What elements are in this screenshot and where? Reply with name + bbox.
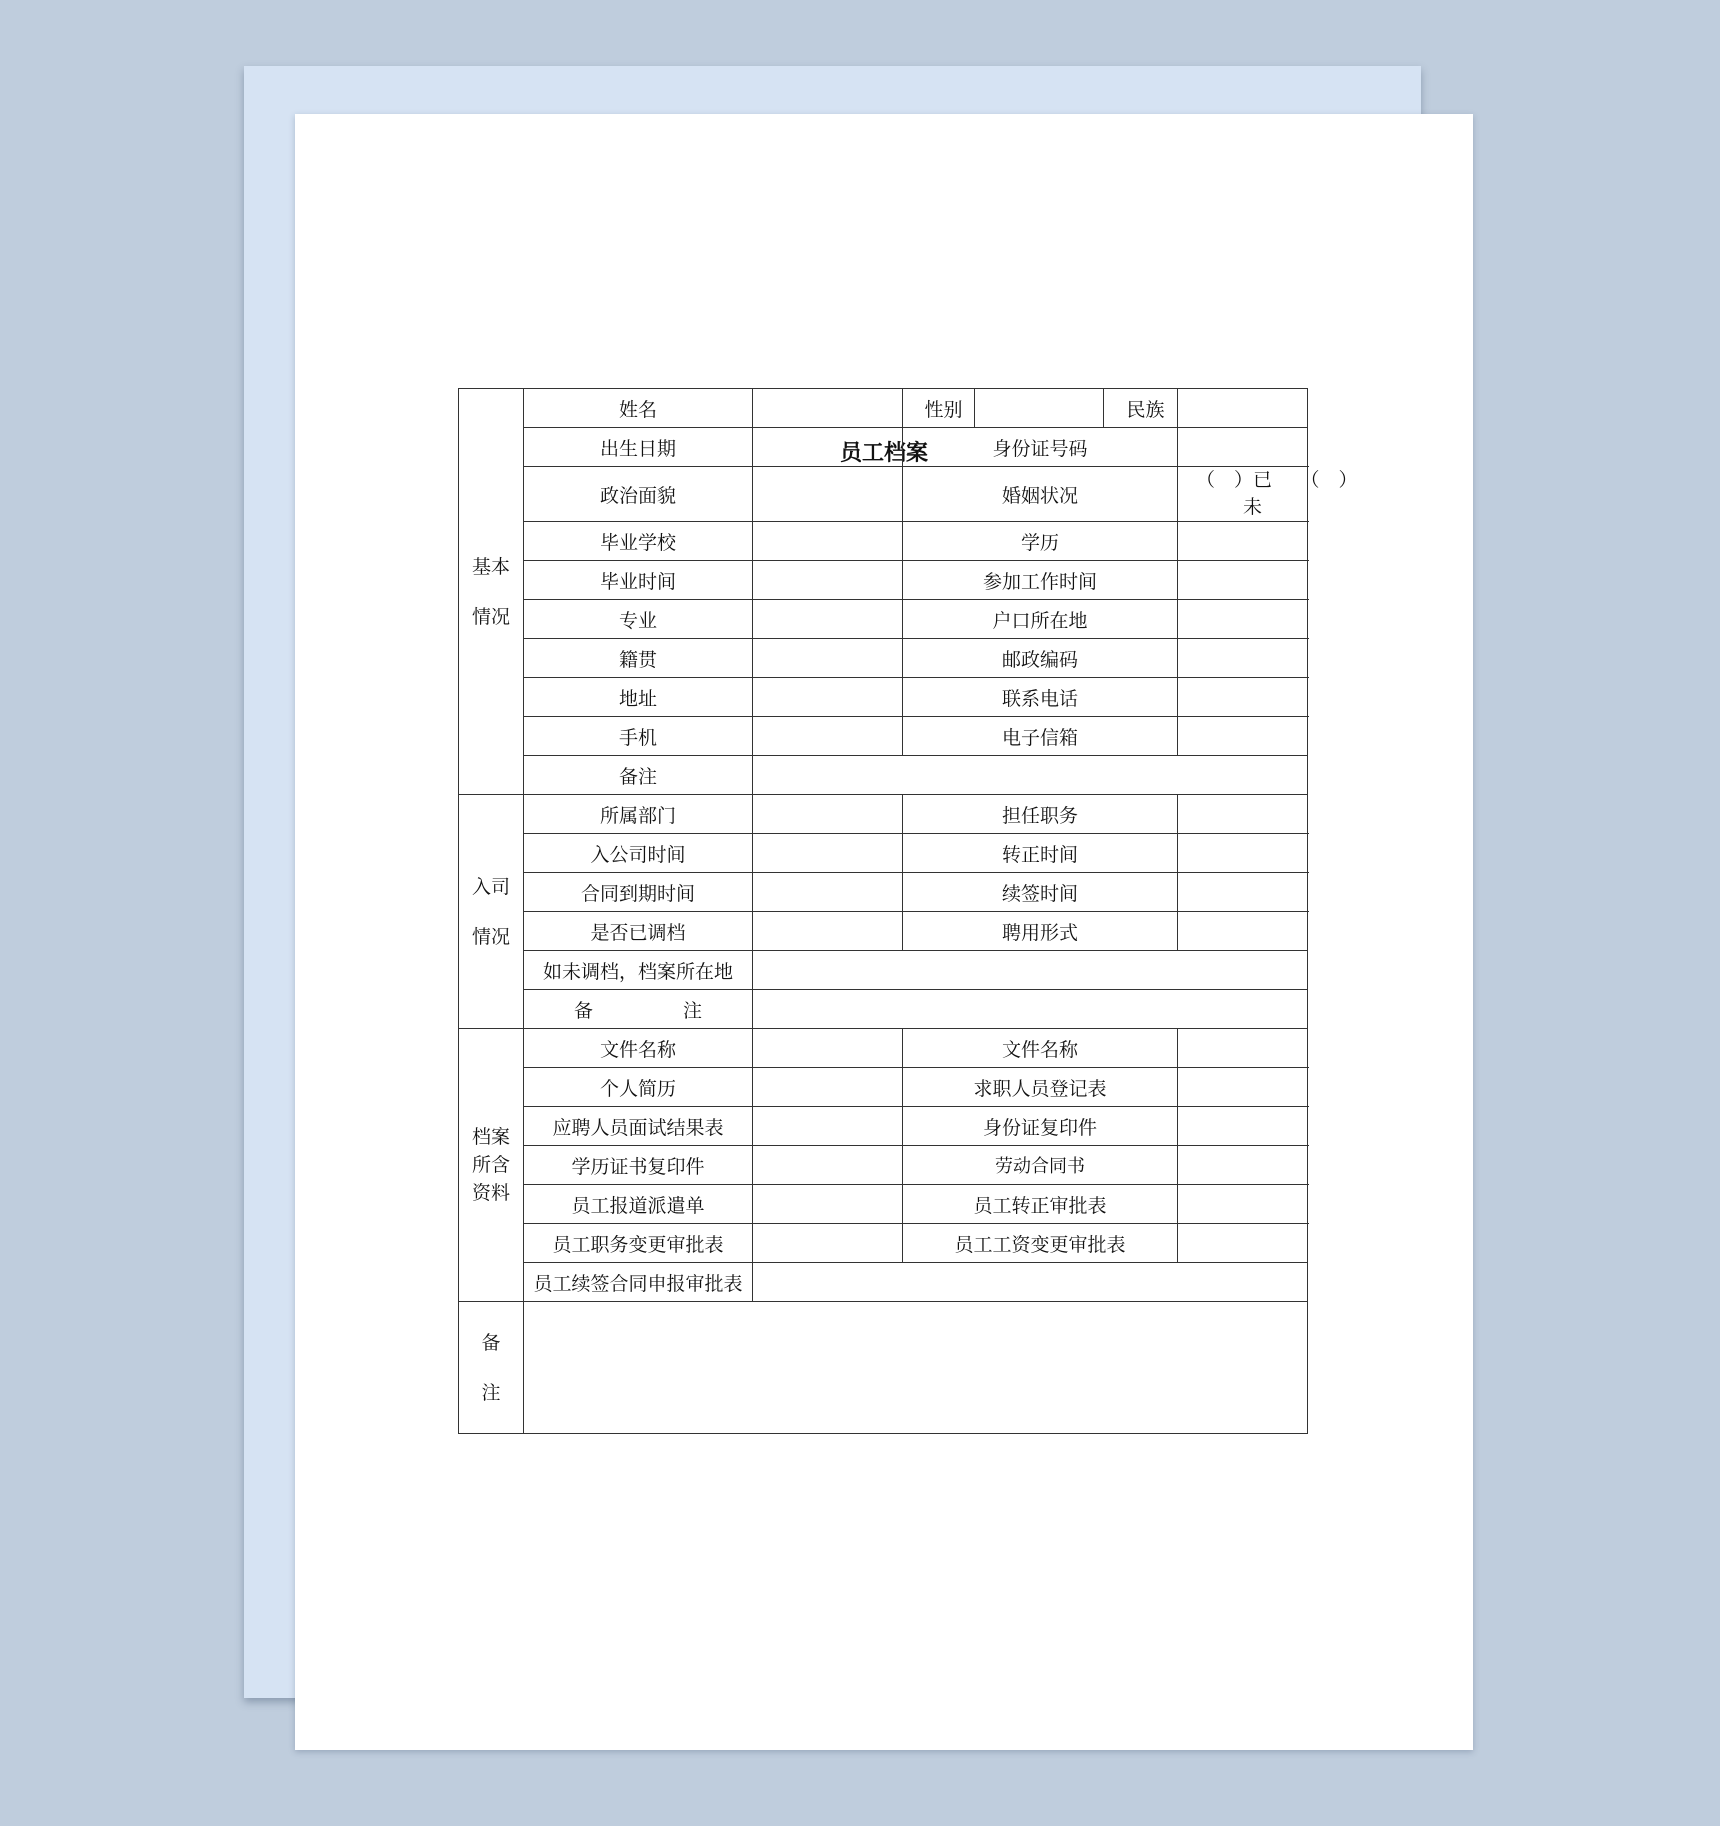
row-field[interactable] — [1178, 795, 1308, 834]
row-label: 是否已调档 — [524, 912, 753, 951]
archive-location-field[interactable] — [753, 951, 1308, 990]
row-field[interactable] — [1178, 834, 1308, 873]
file-field[interactable] — [753, 1146, 903, 1185]
document-title: 员工档案 — [839, 441, 928, 466]
table-row — [459, 1146, 1308, 1185]
row-label: 邮政编码 — [903, 639, 1178, 678]
table-row — [459, 1185, 1308, 1224]
file-label: 文件名称 — [524, 1029, 753, 1068]
row-label: 转正时间 — [903, 834, 1178, 873]
row-label: 学历 — [903, 522, 1178, 561]
table-row — [459, 1068, 1308, 1107]
file-label: 求职人员登记表 — [903, 1068, 1178, 1107]
section-files-label: 档案 所含 资料 — [459, 1029, 524, 1302]
remarks-field[interactable] — [524, 1302, 1308, 1434]
basic-remark-field[interactable] — [753, 756, 1308, 795]
row-field[interactable] — [753, 561, 903, 600]
table-row — [459, 1224, 1308, 1263]
table-row — [459, 990, 1308, 1029]
row-label: 身份证号码 — [903, 428, 1178, 467]
row-field[interactable] — [753, 428, 903, 467]
row-field[interactable] — [753, 873, 903, 912]
row-label: 婚姻状况 — [903, 467, 1178, 522]
table-row — [459, 795, 1308, 834]
file-field[interactable] — [1178, 1146, 1308, 1185]
row-label: 政治面貌 — [524, 467, 753, 522]
row-field[interactable] — [753, 522, 903, 561]
file-field[interactable] — [753, 1068, 903, 1107]
row-label: 担任职务 — [903, 795, 1178, 834]
table-row — [459, 467, 1308, 522]
document-page — [295, 114, 1473, 1750]
row-field[interactable] — [753, 467, 903, 522]
table-row — [459, 756, 1308, 795]
marital-status-options[interactable]: （ ）已 （ ） 未 — [1178, 467, 1308, 522]
table-row — [459, 600, 1308, 639]
table-row — [459, 678, 1308, 717]
table-row — [459, 1263, 1308, 1302]
ethnicity-label: 民族 — [1104, 389, 1178, 428]
row-label: 所属部门 — [524, 795, 753, 834]
row-label: 联系电话 — [903, 678, 1178, 717]
table-row — [459, 639, 1308, 678]
row-field[interactable] — [1178, 717, 1308, 756]
name-field[interactable] — [753, 389, 903, 428]
row-field[interactable] — [753, 639, 903, 678]
file-field[interactable] — [753, 1224, 903, 1263]
ethnicity-field[interactable] — [1178, 389, 1308, 428]
table-row — [459, 873, 1308, 912]
employee-record-table — [458, 388, 1358, 1434]
file-label: 个人简历 — [524, 1068, 753, 1107]
file-label: 员工续签合同申报审批表 — [524, 1263, 753, 1302]
file-field[interactable] — [753, 1263, 1308, 1302]
file-label: 身份证复印件 — [903, 1107, 1178, 1146]
file-field[interactable] — [753, 1107, 903, 1146]
table-row — [459, 561, 1308, 600]
row-field[interactable] — [753, 600, 903, 639]
table-row — [459, 834, 1308, 873]
row-label: 户口所在地 — [903, 600, 1178, 639]
basic-remark-label: 备注 — [524, 756, 753, 795]
row-label: 出生日期 — [524, 428, 753, 467]
file-field[interactable] — [753, 1185, 903, 1224]
table-row — [459, 717, 1308, 756]
row-label: 籍贯 — [524, 639, 753, 678]
file-field[interactable] — [1178, 1185, 1308, 1224]
gender-label: 性别 — [903, 389, 975, 428]
row-label: 聘用形式 — [903, 912, 1178, 951]
table-row — [459, 1107, 1308, 1146]
section-basic-label: 基本 情况 — [459, 389, 524, 795]
row-field[interactable] — [753, 678, 903, 717]
table-row — [459, 951, 1308, 990]
row-label: 毕业学校 — [524, 522, 753, 561]
file-label: 员工职务变更审批表 — [524, 1224, 753, 1263]
file-field[interactable] — [753, 1029, 903, 1068]
row-field[interactable] — [1178, 561, 1308, 600]
row-field[interactable] — [1178, 428, 1308, 467]
row-field[interactable] — [1178, 873, 1308, 912]
table-row — [459, 522, 1308, 561]
file-field[interactable] — [1178, 1068, 1308, 1107]
row-label: 专业 — [524, 600, 753, 639]
section-entry-label: 入司 情况 — [459, 795, 524, 1029]
name-label: 姓名 — [524, 389, 753, 428]
row-label: 合同到期时间 — [524, 873, 753, 912]
table-row — [459, 1029, 1308, 1068]
file-label: 劳动合同书 — [903, 1146, 1178, 1185]
table-row — [459, 1302, 1308, 1434]
row-field[interactable] — [1178, 522, 1308, 561]
archive-location-label: 如未调档，档案所在地 — [524, 951, 753, 990]
row-label: 参加工作时间 — [903, 561, 1178, 600]
entry-remark-field[interactable] — [753, 990, 1308, 1029]
table-row — [459, 389, 1308, 428]
row-field[interactable] — [753, 834, 903, 873]
row-label: 续签时间 — [903, 873, 1178, 912]
row-label: 电子信箱 — [903, 717, 1178, 756]
row-label: 入公司时间 — [524, 834, 753, 873]
file-label: 应聘人员面试结果表 — [524, 1107, 753, 1146]
row-field[interactable] — [753, 912, 903, 951]
file-label: 学历证书复印件 — [524, 1146, 753, 1185]
row-field[interactable] — [753, 717, 903, 756]
section-remarks-label: 备 注 — [459, 1302, 524, 1434]
row-field[interactable] — [1178, 639, 1308, 678]
file-label: 员工转正审批表 — [903, 1185, 1178, 1224]
table-row — [459, 428, 1308, 467]
row-field[interactable] — [1178, 912, 1308, 951]
entry-remark-label: 备 注 — [524, 990, 753, 1029]
row-label: 手机 — [524, 717, 753, 756]
gender-field[interactable] — [975, 389, 1104, 428]
file-field[interactable] — [1178, 1029, 1308, 1068]
file-field[interactable] — [1178, 1107, 1308, 1146]
file-field[interactable] — [1178, 1224, 1308, 1263]
row-field[interactable] — [1178, 600, 1308, 639]
row-field[interactable] — [753, 795, 903, 834]
table-row — [459, 912, 1308, 951]
file-label: 员工工资变更审批表 — [903, 1224, 1178, 1263]
row-field[interactable] — [1178, 678, 1308, 717]
row-label: 地址 — [524, 678, 753, 717]
row-label: 毕业时间 — [524, 561, 753, 600]
file-label: 文件名称 — [903, 1029, 1178, 1068]
file-label: 员工报道派遣单 — [524, 1185, 753, 1224]
